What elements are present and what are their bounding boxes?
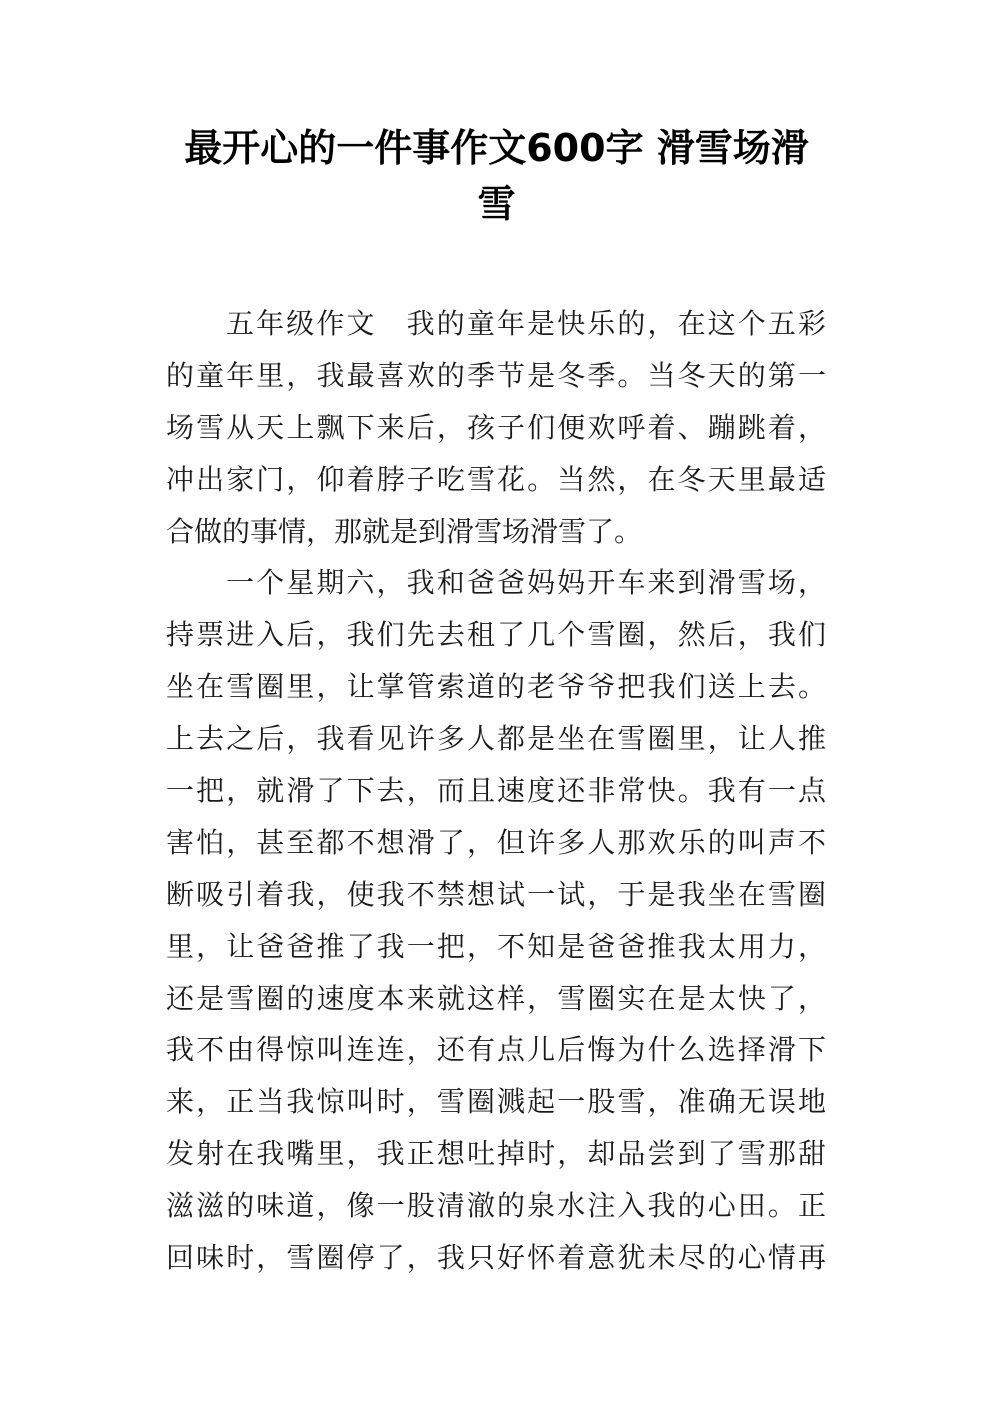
paragraph-1 [166,298,826,557]
text-line: 冲出家门，仰着脖子吃雪花。当然，在冬天里最适 [166,462,826,496]
text-line: 上去之后，我看见许多人都是坐在雪圈里，让人推 [166,722,826,756]
text-line: 里，让爸爸推了我一把，不知是爸爸推我太用力， [166,929,826,963]
text-line: 发射在我嘴里，我正想吐掉时，却品尝到了雪那甜 [166,1137,826,1171]
text-line: 坐在雪圈里，让掌管索道的老爷爷把我们送上去。 [166,670,826,704]
text-line: 还是雪圈的速度本来就这样，雪圈实在是太快了， [166,981,826,1015]
text-line: 场雪从天上飘下来后，孩子们便欢呼着、蹦跳着， [166,410,826,444]
text-line: 五年级作文 我的童年是快乐的，在这个五彩 [226,307,826,340]
text-line: 的童年里，我最喜欢的季节是冬季。当冬天的第一 [166,358,826,392]
text-line: 我不由得惊叫连连，还有点儿后悔为什么选择滑下 [166,1033,826,1067]
text-line: 一把，就滑了下去，而且速度还非常快。我有一点 [166,774,826,808]
text-line: 一个星期六，我和爸爸妈妈开车来到滑雪场， [226,566,826,600]
title-line-2: 雪 [477,182,516,226]
text-line: 滋滋的味道，像一股清澈的泉水注入我的心田。正 [166,1189,826,1223]
text-line: 回味时，雪圈停了，我只好怀着意犹未尽的心情再 [166,1241,826,1275]
text-line: 来，正当我惊叫时，雪圈溅起一股雪，准确无误地 [166,1085,826,1119]
text-line: 持票进入后，我们先去租了几个雪圈，然后，我们 [166,618,826,652]
paragraph-2 [166,557,826,1283]
document-title [150,120,843,232]
text-line: 断吸引着我，使我不禁想试一试，于是我坐在雪圈 [166,877,826,911]
text-line: 害怕，甚至都不想滑了，但许多人那欢乐的叫声不 [166,825,826,859]
title-line-1: 最开心的一件事作文600字 滑雪场滑 [184,126,809,170]
document-body [166,298,826,1284]
text-line: 合做的事情，那就是到滑雪场滑雪了。 [166,514,643,548]
